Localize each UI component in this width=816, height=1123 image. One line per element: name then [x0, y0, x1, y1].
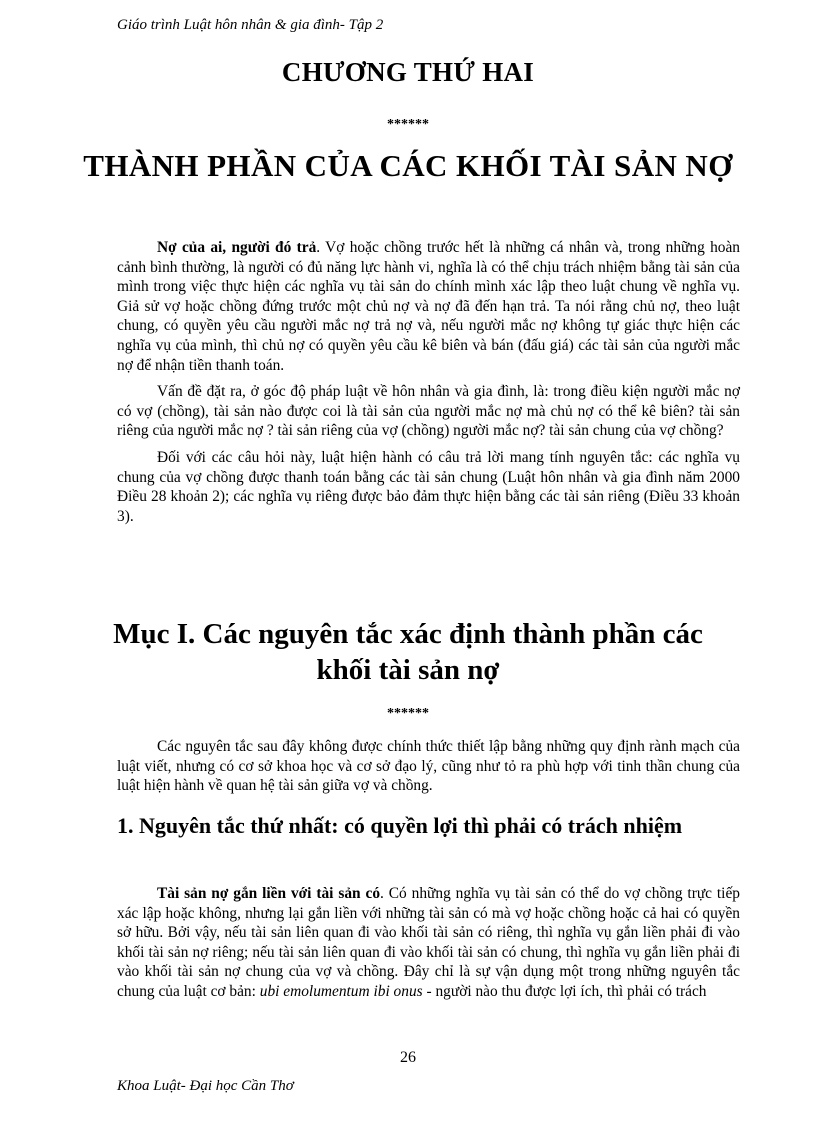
section-intro-text	[117, 737, 740, 803]
subsection-lead-phrase: Tài sản nợ gắn liền với tài sản có	[157, 885, 381, 902]
section-separator: ******	[387, 706, 429, 721]
section-heading	[0, 616, 816, 688]
subsection-paragraph-1-text: . Có những nghĩa vụ tài sản có thể do vợ chồng trực tiếp xác lập hoặc không, nhưng lại gắn liền với những tài sản có mà vợ hoặc chồng hoặc cả hai có quyền sở hữu. Bởi vậy, nếu tài sản liên quan đi vào khối tài sản có riêng, thì nghĩa vụ gắn liền phải đi vào khối tài sản nợ riêng; nếu tài sản liên quan đi vào khối tài sản có chung, thì nghĩa vụ gắn liền phải đi vào khối tài sản nợ chung của vợ và chồng. Đây chỉ là sự vận dụng một trong những nguyên tắc chung của luật cơ bản:	[117, 885, 740, 1000]
intro-paragraph-3: Đối với các câu hỏi này, luật hiện hành có câu trả lời mang tính nguyên tắc: các nghĩa vụ chung của vợ chồng được thanh toán bằng các tài sản chung (Luật hôn nhân và gia đình năm 2000 Điều 28 khoản 2); các nghĩa vụ riêng được bảo đảm thực hiện bằng các tài sản riêng (Điều 33 khoản 3).	[117, 448, 740, 525]
subsection-text	[117, 884, 740, 1009]
subsection-paragraph-1	[117, 884, 740, 1002]
page-title: THÀNH PHẦN CỦA CÁC KHỐI TÀI SẢN NỢ	[83, 148, 733, 183]
chapter-separator: ******	[387, 117, 429, 132]
latin-maxim: ubi emolumentum ibi onus	[259, 982, 423, 1000]
intro-paragraph-1	[117, 238, 740, 375]
intro-lead-phrase: Nợ của ai, người đó trả	[157, 239, 317, 256]
section-heading-line-1: Mục I. Các nguyên tắc xác định thành phần các	[113, 618, 703, 650]
running-footer: Khoa Luật- Đại học Cần Thơ	[117, 1078, 294, 1094]
subsection-heading: 1. Nguyên tắc thứ nhất: có quyền lợi thì phải có trách nhiệm	[117, 813, 683, 838]
subsection-paragraph-1-tail: - người nào thu được lợi ích, thì phải có trách	[422, 982, 707, 1000]
chapter-heading: CHƯƠNG THỨ HAI	[281, 57, 535, 87]
section-heading-line-2: khối tài sản nợ	[316, 654, 500, 686]
intro-paragraph-2: Vấn đề đặt ra, ở góc độ pháp luật về hôn nhân và gia đình, là: trong điều kiện người mắc nợ có vợ (chồng), tài sản nào được coi là tài sản của người mắc nợ mà chủ nợ có thể kê biên? tài sản riêng của người mắc nợ ? tài sản riêng của vợ (chồng) người mắc nợ? tài sản chung của vợ chồng?	[117, 383, 740, 440]
running-header: Giáo trình Luật hôn nhân & gia đình- Tập 2	[117, 17, 384, 33]
intro-text	[117, 238, 740, 533]
page-number: 26	[400, 1049, 416, 1066]
intro-paragraph-1-text: . Vợ hoặc chồng trước hết là những cá nhân và, trong những hoàn cảnh bình thường, là người có đủ năng lực hành vi, nghĩa là có thể chịu trách nhiệm bằng tài sản của mình trong việc thực hiện các nghĩa vụ tài sản do chính mình xác lập theo luật chung về nghĩa vụ. Giả sử vợ hoặc chồng đứng trước một chủ nợ và nợ đã đến hạn trả. Ta nói rằng chủ nợ, theo luật chung, có quyền yêu cầu người mắc nợ trả nợ và, nếu người mắc nợ không tự giác thực hiện các nghĩa vụ của mình, thì chủ nợ có quyền yêu cầu kê biên và bán (đấu giá) các tài sản của người mắc nợ để nhận tiền thanh toán.	[117, 239, 740, 374]
section-paragraph-1: Các nguyên tắc sau đây không được chính thức thiết lập bằng những quy định rành mạch của luật viết, nhưng có cơ sở khoa học và cơ sở đạo lý, cũng như tỏ ra phù hợp với tinh thần chung của luật hiện hành về quan hệ tài sản giữa vợ và chồng.	[117, 738, 740, 795]
